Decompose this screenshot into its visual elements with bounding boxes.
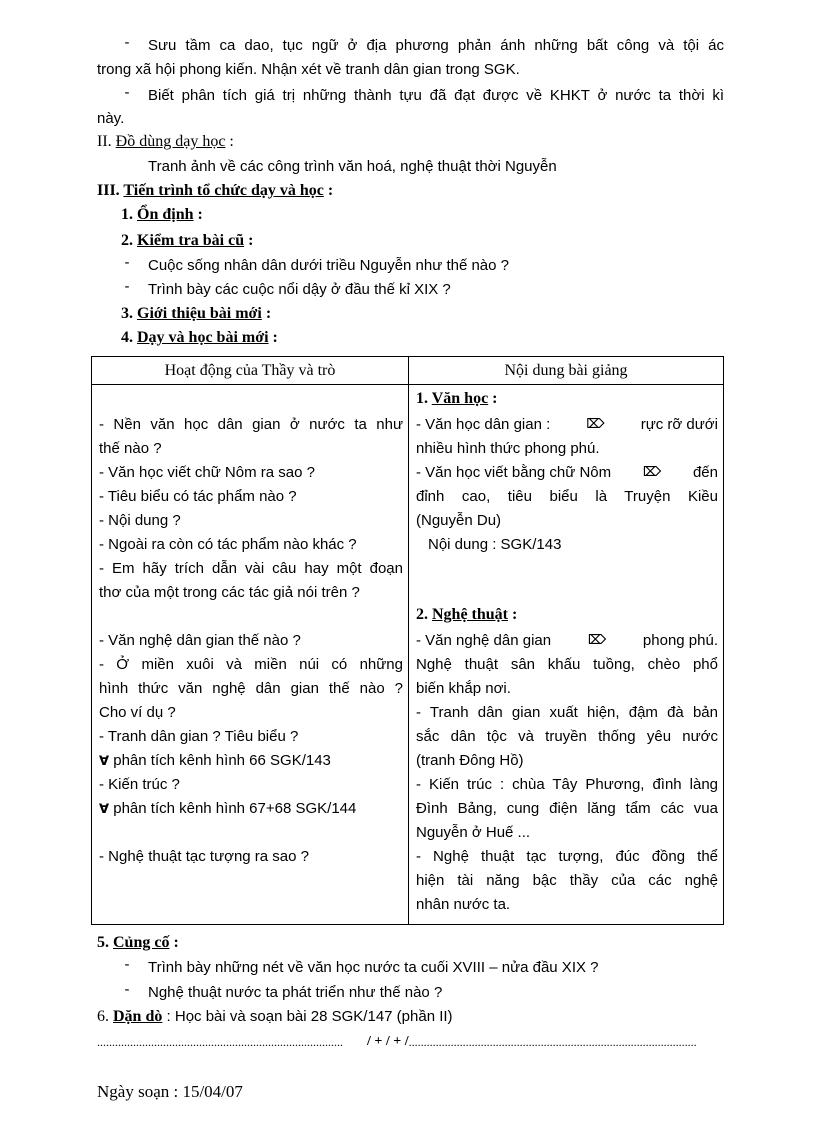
activity-line: - Em hãy trích dẫn vài câu hay một đoạn: [99, 560, 403, 577]
step-1-number: 1.: [121, 206, 133, 223]
activity-line: hình thức văn nghệ dân gian thế nào ?: [99, 680, 403, 697]
step-1-heading: [121, 203, 203, 227]
content-line: [416, 461, 718, 485]
section-2-content: Tranh ảnh về các công trình văn hoá, nghệ thuật thời Nguyễn: [148, 158, 557, 175]
table-header-right: Nội dung bài giảng: [504, 362, 628, 379]
heading-title: Văn học: [431, 390, 489, 407]
heading-title: Nghệ thuật: [432, 606, 509, 623]
content-line: Đình Bảng, cung điện lăng tẩm các vua: [416, 800, 718, 817]
step-2-heading: [121, 229, 253, 253]
separator-dots-right: ................................................................................................: [408, 1035, 697, 1049]
arrow-box-icon: ⌦: [587, 633, 607, 648]
activity-line: - Tranh dân gian ? Tiêu biểu ?: [99, 728, 299, 745]
section-2-title: Đồ dùng dạy học: [115, 133, 226, 150]
section-separator: [97, 1030, 721, 1054]
content-line: - Nghệ thuật tạc tượng, đúc đồng thể: [416, 848, 718, 865]
arrow-box-icon: ⌦: [642, 465, 662, 480]
content-line: hiện tài năng bậc thầy của các nghệ: [416, 872, 718, 889]
forall-icon: ∀: [99, 802, 110, 817]
table-column-divider: [408, 357, 409, 924]
activity-text: phân tích kênh hình 66 SGK/143: [113, 752, 331, 769]
step-3-number: 3.: [121, 305, 133, 322]
content-line: đỉnh cao, tiêu biểu là Truyện Kiều: [416, 488, 718, 505]
section-5-heading: [97, 931, 179, 955]
activity-line: Cho ví dụ ?: [99, 704, 176, 721]
content-text: - Văn nghệ dân gian: [416, 632, 552, 649]
content-text: rực rỡ dưới: [640, 416, 718, 433]
activity-line: thế nào ?: [99, 440, 162, 457]
content-line: - Kiến trúc : chùa Tây Phương, đình làng: [416, 776, 718, 793]
step-4-number: 4.: [121, 329, 133, 346]
bullet-dash: -: [124, 956, 130, 973]
heading-number: 2.: [416, 606, 428, 623]
step-2-number: 2.: [121, 232, 133, 249]
activity-text: phân tích kênh hình 67+68 SGK/144: [113, 800, 357, 817]
step-1-title: Ổn định: [137, 206, 194, 223]
separator-dots-left: ..................................................................................: [97, 1035, 343, 1049]
content-text: - Văn học viết bằng chữ Nôm: [416, 464, 612, 481]
content-line: biến khắp nơi.: [416, 680, 511, 697]
consolidation-question-2: Nghệ thuật nước ta phát triển như thế nào ?: [148, 984, 443, 1001]
step-3-heading: [121, 302, 271, 326]
activity-line: - Ở miền xuôi và miền núi có những: [99, 656, 403, 673]
section-3-number: III.: [97, 182, 120, 199]
table-header-left: Hoạt động của Thầy và trò: [164, 362, 336, 379]
section-6-number: 6.: [97, 1008, 109, 1025]
content-line: nhân nước ta.: [416, 896, 511, 913]
content-line: nhiều hình thức phong phú.: [416, 440, 600, 457]
activity-line: - Văn nghệ dân gian thế nào ?: [99, 632, 301, 649]
content-text: đến: [692, 464, 718, 481]
bullet-dash: -: [124, 84, 130, 101]
separator-center-mark: / + / + /: [367, 1034, 409, 1049]
bullet-dash: -: [124, 278, 130, 295]
content-line: (tranh Đông Hồ): [416, 752, 524, 769]
activity-line: [99, 749, 403, 774]
activity-line: - Tiêu biểu có tác phẩm nào ?: [99, 488, 297, 505]
content-line: Nguyễn ở Huế ...: [416, 824, 531, 841]
activity-line: - Nghệ thuật tạc tượng ra sao ?: [99, 848, 309, 865]
bullet-dash: -: [124, 254, 130, 271]
content-line: [416, 413, 718, 437]
table-header-divider: [92, 384, 723, 385]
preparation-date: Ngày soạn : 15/04/07: [97, 1082, 243, 1101]
content-line: Nghệ thuật sân khấu tuồng, chèo phổ: [416, 656, 718, 673]
activity-line: - Kiến trúc ?: [99, 776, 180, 793]
step-2-title: Kiểm tra bài cũ: [137, 232, 245, 249]
activity-line: - Văn học viết chữ Nôm ra sao ?: [99, 464, 315, 481]
arrow-box-icon: ⌦: [586, 417, 605, 432]
section-3-title: Tiến trình tổ chức dạy và học: [123, 182, 324, 199]
step-4-colon: :: [268, 329, 278, 346]
step-4-heading: [121, 326, 278, 350]
consolidation-question-1: Trình bày những nét về văn học nước ta cuối XVIII – nửa đầu XIX ?: [148, 959, 599, 976]
activity-line: - Nội dung ?: [99, 512, 181, 529]
step-3-colon: :: [261, 305, 272, 322]
lesson-table: [91, 356, 724, 925]
activity-line: [99, 797, 403, 822]
forall-icon: ∀: [99, 754, 110, 769]
content-text: phong phú.: [642, 632, 718, 649]
content-heading-1: [416, 387, 718, 411]
heading-colon: :: [488, 390, 498, 407]
heading-number: 1.: [416, 390, 428, 407]
section-6-heading: [97, 1005, 453, 1029]
objective-2-cont: này.: [97, 110, 125, 127]
section-6-title: Dặn dò: [113, 1008, 163, 1025]
section-5-number: 5.: [97, 934, 109, 951]
content-heading-2: [416, 603, 718, 627]
section-5-colon: :: [169, 934, 179, 951]
section-5-title: Củng cố: [113, 934, 170, 951]
content-line: sắc dân tộc và truyền thống yêu nước: [416, 728, 718, 745]
review-question-2: Trình bày các cuộc nổi dậy ở đầu thế kỉ XIX ?: [148, 281, 451, 298]
content-text: - Văn học dân gian :: [416, 416, 551, 433]
step-3-title: Giới thiệu bài mới: [137, 305, 262, 322]
activity-line: thơ của một trong các tác giả nói trên ?: [99, 584, 360, 601]
section-6-content: : Học bài và soạn bài 28 SGK/147 (phần II): [162, 1008, 453, 1025]
bullet-dash: -: [124, 981, 130, 998]
content-line: - Tranh dân gian xuất hiện, đậm đà bản: [416, 704, 718, 721]
heading-colon: :: [508, 606, 518, 623]
objective-1-cont: trong xã hội phong kiến. Nhận xét về tranh dân gian trong SGK.: [97, 61, 520, 78]
section-3-heading: [97, 179, 333, 203]
section-3-colon: :: [323, 182, 334, 199]
content-line: Nội dung : SGK/143: [428, 536, 562, 553]
bullet-dash: -: [124, 34, 130, 51]
review-question-1: Cuộc sống nhân dân dưới triều Nguyễn như thế nào ?: [148, 257, 509, 274]
section-2-heading: [97, 130, 234, 154]
content-line: (Nguyễn Du): [416, 512, 502, 529]
step-2-colon: :: [244, 232, 254, 249]
objective-2: Biết phân tích giá trị những thành tựu đã đạt được về KHKT ở nước ta thời kì: [148, 87, 724, 104]
step-4-title: Dạy và học bài mới: [137, 329, 269, 346]
objective-1: Sưu tầm ca dao, tục ngữ ở địa phương phản ánh những bất công và tội ác: [148, 37, 724, 54]
activity-line: - Nền văn học dân gian ở nước ta như: [99, 416, 403, 433]
section-2-number: II.: [97, 133, 112, 150]
section-2-colon: :: [225, 133, 234, 150]
activity-line: - Ngoài ra còn có tác phẩm nào khác ?: [99, 536, 357, 553]
content-line: [416, 629, 718, 653]
step-1-colon: :: [193, 206, 203, 223]
